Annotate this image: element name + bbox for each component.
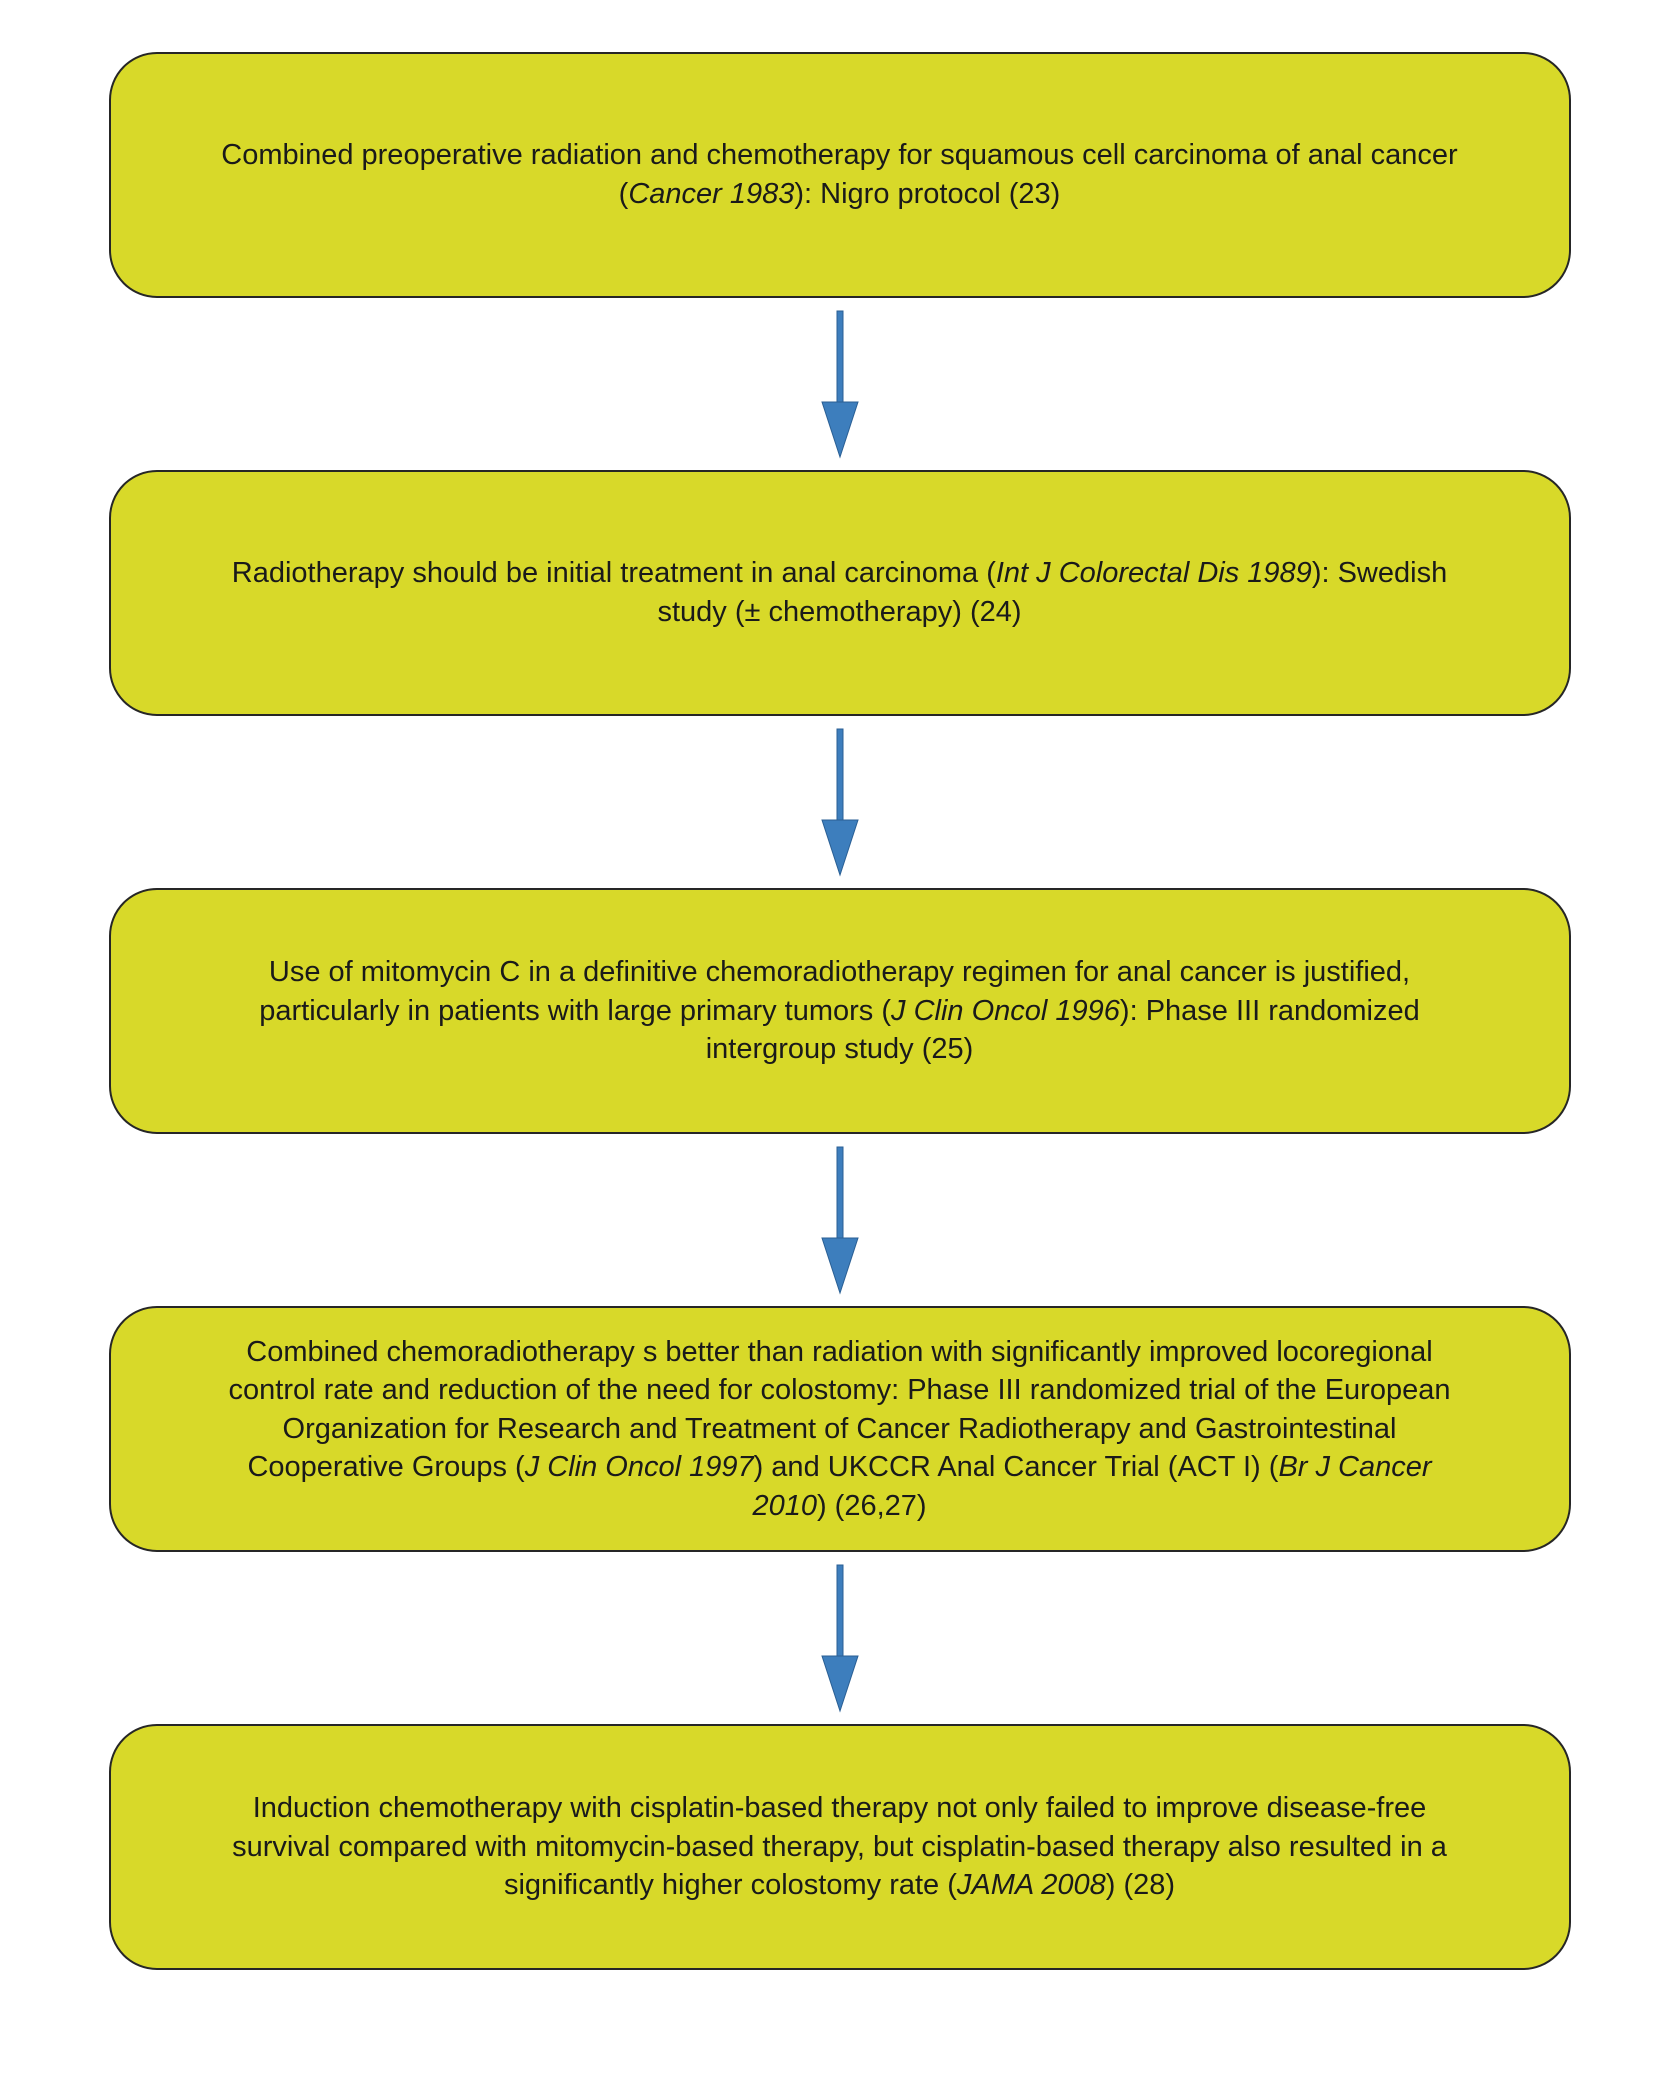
flow-box-text: Induction chemotherapy with cisplatin-based therapy not only failed to improve disease-free survival compared with mitomycin-based therapy, but cisplatin-based therapy also resulted in a significantly higher colostomy rate (JAMA 2008) (28)	[232, 1792, 1447, 1902]
flow-box-text: Combined chemoradiotherapy s better than radiation with significantly improved locoregional control rate and reduction of the need for colostomy: Phase III randomized trial of the European Organization for Research and Treatment of Cancer Radiotherapy and Gastrointestinal Cooperative Groups (J Clin Oncol 1997) and UKCCR Anal Cancer Trial (ACT I) (Br J Cancer 2010) (26,27)	[228, 1335, 1451, 1522]
down-arrow-icon	[818, 309, 862, 459]
flow-box-cisplatin-induction	[109, 1724, 1571, 1970]
flow-box-mitomycin-intergroup-study	[109, 888, 1571, 1134]
flow-box-swedish-study	[109, 470, 1571, 716]
flow-box-eortc-ukccr-trials	[109, 1306, 1571, 1552]
down-arrow-icon	[818, 1563, 862, 1713]
down-arrow-icon	[818, 727, 862, 877]
flow-box-text: Use of mitomycin C in a definitive chemoradiotherapy regimen for anal cancer is justified, particularly in patients with large primary tumors (J Clin Oncol 1996): Phase III randomized intergroup study (25)	[259, 956, 1420, 1066]
flow-box-text: Combined preoperative radiation and chemotherapy for squamous cell carcinoma of anal cancer (Cancer 1983): Nigro protocol (23)	[221, 139, 1458, 210]
flow-box-text: Radiotherapy should be initial treatment in anal carcinoma (Int J Colorectal Dis 1989): Swedish study (± chemotherapy) (24)	[231, 557, 1448, 628]
flow-box-nigro-protocol	[109, 52, 1571, 298]
down-arrow-icon	[818, 1145, 862, 1295]
